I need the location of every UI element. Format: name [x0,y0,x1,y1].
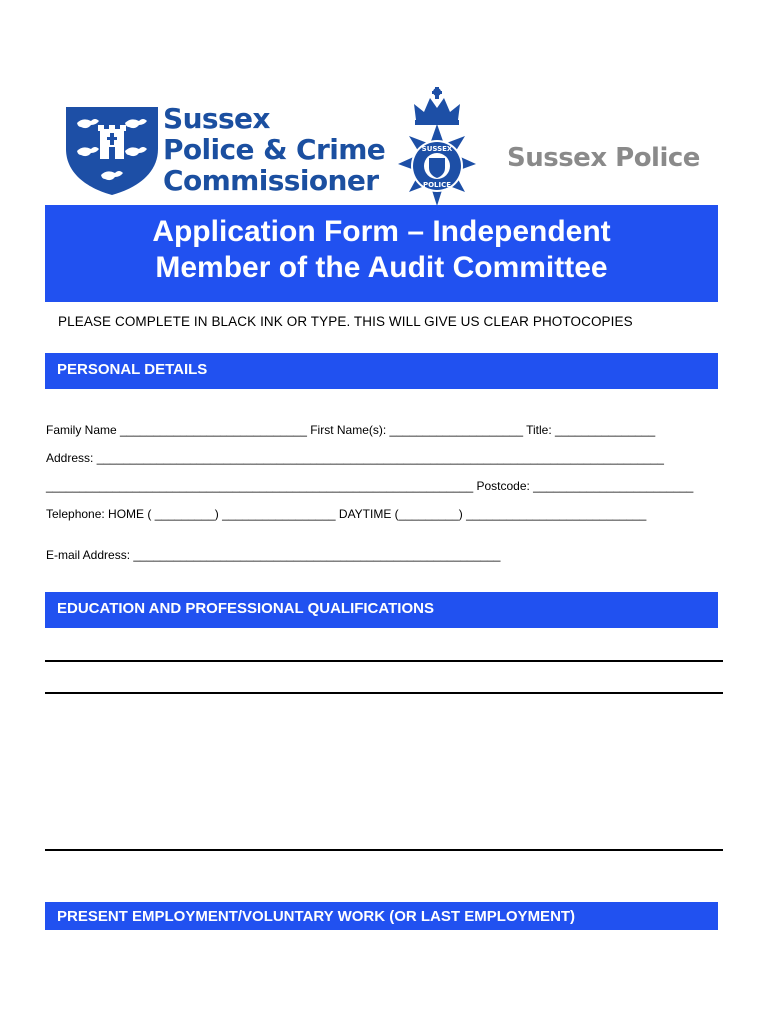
title-banner [45,205,718,302]
email-field-row[interactable]: E-mail Address: _______________________________________________________ [46,548,501,562]
pcc-logo-line: Sussex [163,102,270,135]
page-title-line-2: Member of the Audit Committee [155,251,608,284]
address-postcode-row[interactable]: ________________________________________________________________ Postcode: ________________________ [46,479,694,493]
badge-text-top: SUSSEX [421,145,453,153]
page-title-line-1: Application Form – Independent [152,215,611,248]
pcc-shield-logo [62,103,162,197]
sussex-police-logo-text: Sussex Police [507,143,700,173]
education-answer-line[interactable] [45,660,723,662]
pcc-logo-text [163,103,385,196]
education-answer-line[interactable] [45,692,723,694]
section-title: PERSONAL DETAILS [57,361,208,378]
address-field-row[interactable]: Address: _____________________________________________________________________________________ [46,451,664,465]
pcc-logo-line: Police & Crime [163,133,386,166]
form-instructions: PLEASE COMPLETE IN BLACK INK OR TYPE. THIS WILL GIVE US CLEAR PHOTOCOPIES [58,314,633,329]
badge-text-bottom: POLICE [422,181,452,189]
section-header-education [45,592,718,628]
telephone-fields-row[interactable]: Telephone: HOME ( _________) _________________ DAYTIME (_________) ___________________________ [46,507,647,521]
section-header-employment [45,902,718,930]
name-fields-row[interactable]: Family Name ____________________________ First Name(s): ____________________ Title: _______________ [46,423,656,437]
section-header-personal [45,353,718,389]
education-answer-line[interactable] [45,849,723,851]
section-title: PRESENT EMPLOYMENT/VOLUNTARY WORK (OR LAST EMPLOYMENT) [57,908,576,925]
pcc-logo-line: Commissioner [163,164,379,197]
section-title: EDUCATION AND PROFESSIONAL QUALIFICATIONS [57,600,434,617]
police-badge-logo [388,86,486,208]
